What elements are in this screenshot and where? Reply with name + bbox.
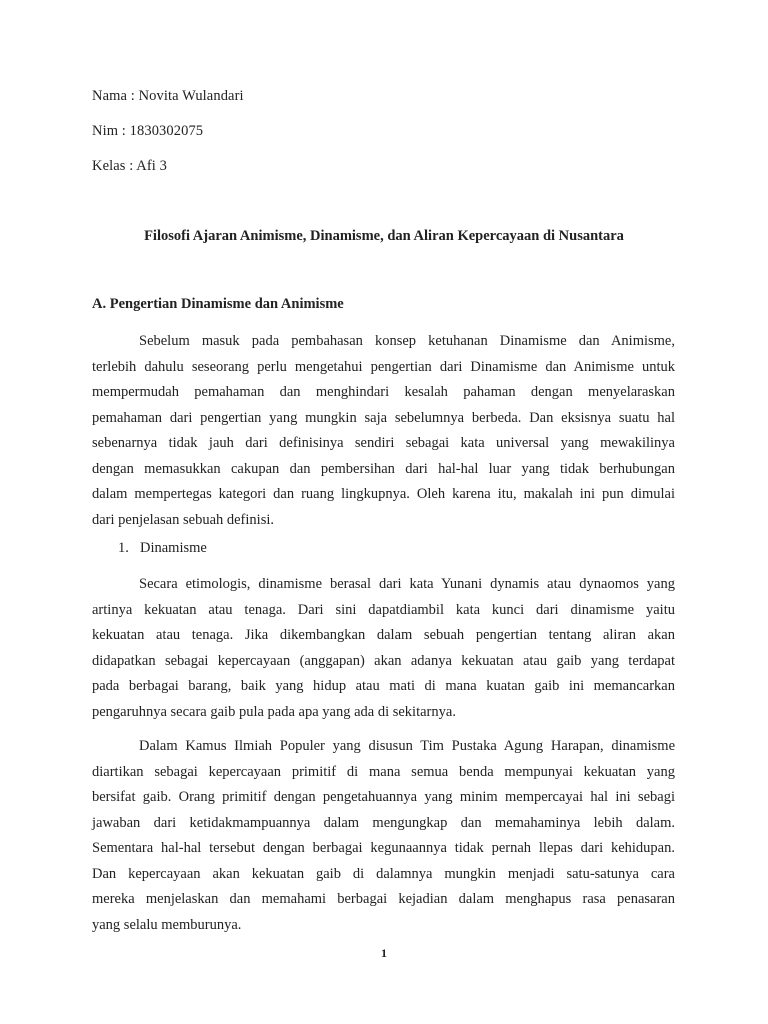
paragraph-line: terlebih dahulu seseorang perlu mengetahui pengertian dari Dinamisme dan Animisme untuk	[92, 358, 675, 375]
paragraph-line: artinya kekuatan atau tenaga. Dari sini dapatdiambil kata kunci dari dinamisme yaitu	[92, 601, 675, 618]
paragraph-line: pada berbagai barang, baik yang hidup atau mati di mana kuatan gaib ini memancarkan	[92, 678, 675, 694]
paragraph-line: dengan memasukkan cakupan dan pembersihan dari hal-hal luar yang tidak berhubungan	[92, 460, 675, 477]
list-item-dinamisme	[118, 540, 207, 557]
paragraph-line: sebenarnya tidak jauh dari definisinya sendiri sebagai kata universal yang mewakilinya	[92, 435, 675, 451]
paragraph-line: dari penjelasan sebuah definisi.	[92, 511, 274, 528]
paragraph-line: kekuatan atau tenaga. Jika dikembangkan dalam sebuah pengertian tentang aliran akan	[92, 627, 675, 643]
paragraph-line: Sebelum masuk pada pembahasan konsep ketuhanan Dinamisme dan Animisme,	[139, 333, 675, 349]
section-a-paragraph	[92, 329, 675, 533]
dinamisme-paragraph-2	[92, 734, 675, 938]
page-number: 1	[381, 946, 387, 960]
paragraph-line: dalam mempertegas kategori dan ruang lingkupnya. Oleh karena itu, makalah ini pun dimulai	[92, 486, 675, 502]
student-class: Kelas : Afi 3	[92, 158, 167, 174]
paragraph-line: pemahaman dari pengertian yang mungkin saja sebelumnya berbeda. Dan eksisnya suatu hal	[92, 409, 675, 426]
paragraph-line: Dan kepercayaan akan kekuatan gaib di dalamnya mungkin menjadi satu-satunya cara	[92, 865, 675, 882]
paragraph-line: mempermudah pemahaman dan menghindari kesalah pahaman dengan menyelaraskan	[92, 384, 675, 400]
paragraph-line: Dalam Kamus Ilmiah Populer yang disusun Tim Pustaka Agung Harapan, dinamisme	[139, 738, 675, 754]
dinamisme-paragraph-1	[92, 572, 675, 725]
paragraph-line: jawaban dari ketidakmampuannya dalam mengungkap dan memahaminya lebih dalam.	[92, 814, 675, 831]
section-a-heading: A. Pengertian Dinamisme dan Animisme	[92, 296, 344, 312]
student-name: Nama : Novita Wulandari	[92, 88, 244, 104]
list-number: 1.	[118, 540, 129, 556]
paragraph-line: mereka menjelaskan dan memahami berbagai kejadian dalam menghapus rasa penasaran	[92, 891, 675, 907]
paragraph-line: bersifat gaib. Orang primitif dengan pengetahuannya yang minim mempercayai hal ini sebagi	[92, 789, 675, 805]
document-title: Filosofi Ajaran Animisme, Dinamisme, dan Aliran Kepercayaan di Nusantara	[144, 228, 624, 244]
paragraph-line: diartikan sebagai kepercayaan primitif di mana semua benda mempunyai kekuatan yang	[92, 763, 675, 780]
list-label: Dinamisme	[140, 540, 207, 556]
student-nim: Nim : 1830302075	[92, 123, 204, 139]
paragraph-line: didapatkan sebagai kepercayaan (anggapan) akan adanya kekuatan atau gaib yang terdapat	[92, 652, 675, 669]
paragraph-line: pengaruhnya secara gaib pula pada apa yang ada di sekitarnya.	[92, 703, 456, 720]
paragraph-line: Secara etimologis, dinamisme berasal dari kata Yunani dynamis atau dynaomos yang	[139, 576, 675, 592]
paragraph-line: yang selalu memburunya.	[92, 916, 242, 933]
paragraph-line: Sementara hal-hal tersebut dengan berbagai kegunaannya tidak pernah llepas dari kehidupan.	[92, 840, 675, 856]
